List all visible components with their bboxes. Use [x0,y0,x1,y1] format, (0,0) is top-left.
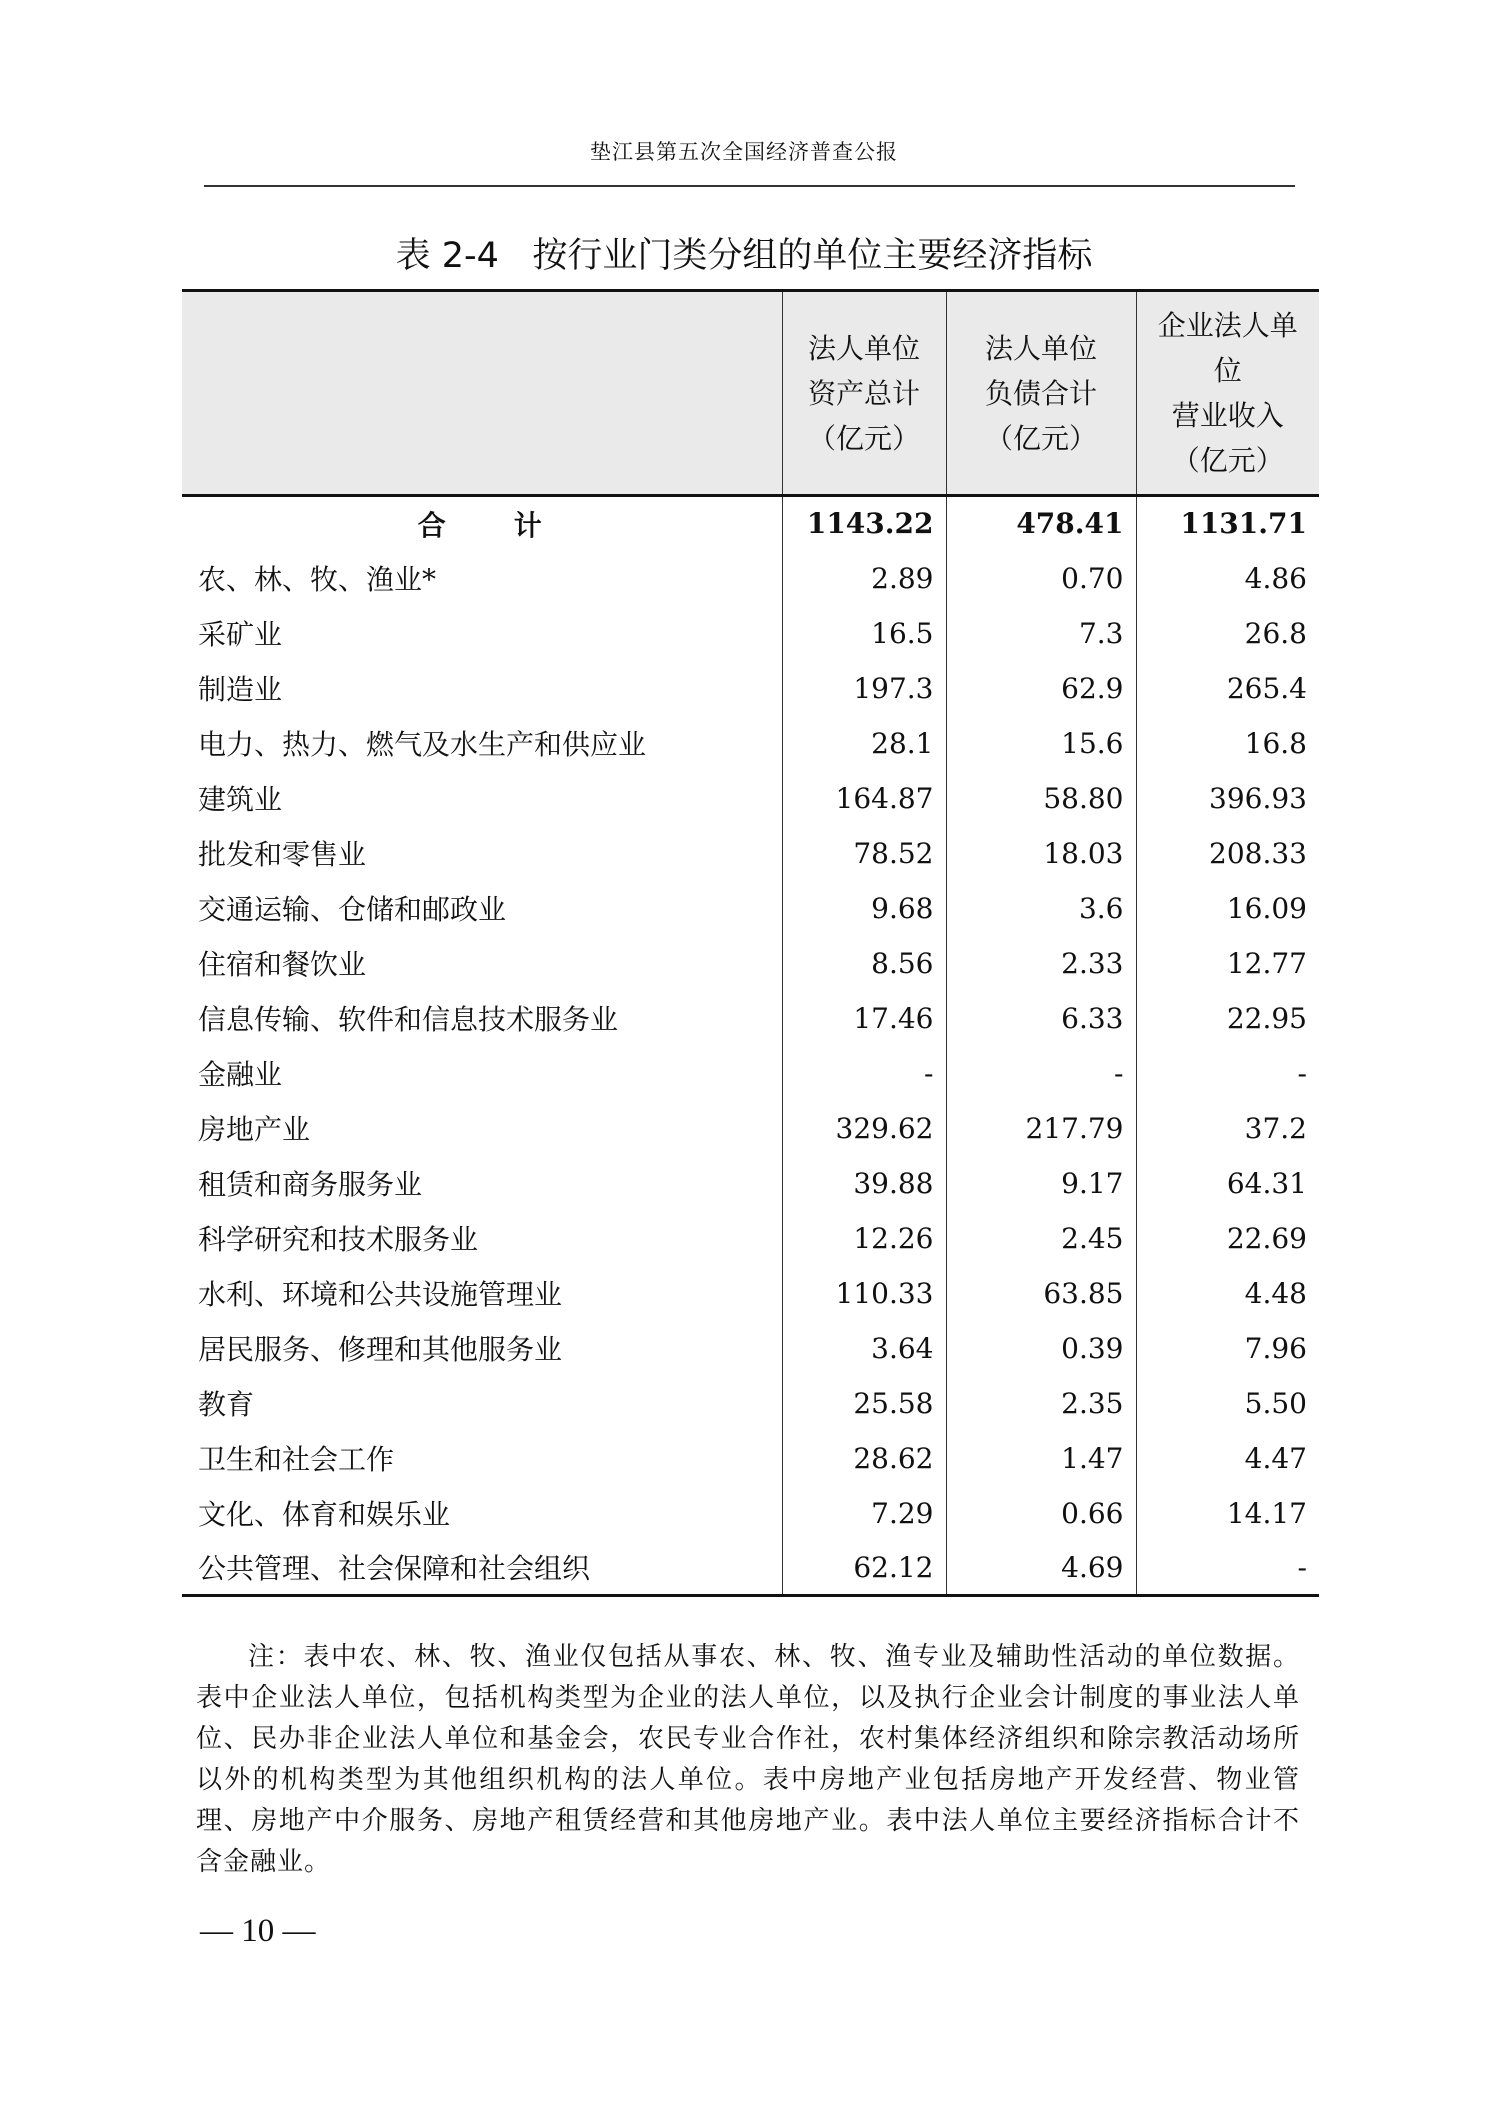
liabilities-cell: 15.6 [946,716,1136,771]
assets-cell: 3.64 [782,1321,946,1376]
revenue-cell: 5.50 [1136,1376,1319,1431]
header-revenue-line: 位 [1213,354,1242,387]
table-row [182,936,1319,991]
revenue-cell: 7.96 [1136,1321,1319,1376]
table-row [182,1541,1319,1596]
header-cell-industry [182,291,782,496]
table-row [182,1266,1319,1321]
table-row [182,1156,1319,1211]
table-row [182,1321,1319,1376]
table-title: 表 2-4 按行业门类分组的单位主要经济指标 [395,236,1093,276]
assets-cell: 25.58 [782,1376,946,1431]
liabilities-cell: 9.17 [946,1156,1136,1211]
assets-cell: 164.87 [782,771,946,826]
table-row [182,716,1319,771]
header-cell-assets [782,291,946,496]
header-row [182,291,1319,496]
table-row [182,661,1319,716]
liabilities-cell: 6.33 [946,991,1136,1046]
liabilities-cell: 63.85 [946,1266,1136,1321]
table-row-total [182,496,1319,551]
table-row [182,826,1319,881]
revenue-cell: 4.48 [1136,1266,1319,1321]
assets-cell: 78.52 [782,826,946,881]
table-row [182,771,1319,826]
row-label-cell: 教育 [198,1388,255,1421]
assets-cell: 39.88 [782,1156,946,1211]
liabilities-cell: 1.47 [946,1431,1136,1486]
liabilities-cell: 0.66 [946,1486,1136,1541]
header-revenue-line: 企业法人单 [1157,309,1298,342]
header-revenue-line: 营业收入 [1171,399,1284,432]
row-label-cell: 采矿业 [198,618,283,651]
revenue-cell: 16.09 [1136,881,1319,936]
assets-cell: 12.26 [782,1211,946,1266]
liabilities-cell: 62.9 [946,661,1136,716]
row-label-cell: 建筑业 [198,783,283,816]
row-label-cell: 卫生和社会工作 [198,1443,395,1476]
row-label-cell: 合 计 [417,508,562,542]
revenue-cell: 37.2 [1136,1101,1319,1156]
assets-cell: 8.56 [782,936,946,991]
assets-cell: 7.29 [782,1486,946,1541]
row-label-cell: 制造业 [198,673,283,706]
assets-cell: 16.5 [782,606,946,661]
assets-cell: 9.68 [782,881,946,936]
revenue-cell: 64.31 [1136,1156,1319,1211]
liabilities-cell: 18.03 [946,826,1136,881]
liabilities-cell: - [946,1046,1136,1101]
revenue-cell: 12.77 [1136,936,1319,991]
assets-cell: 329.62 [782,1101,946,1156]
liabilities-cell: 0.70 [946,551,1136,606]
row-label-cell: 批发和零售业 [198,838,367,871]
assets-cell: 110.33 [782,1266,946,1321]
revenue-cell: 22.95 [1136,991,1319,1046]
assets-cell: - [782,1046,946,1101]
header-cell-revenue [1136,291,1319,496]
row-label-cell: 居民服务、修理和其他服务业 [198,1333,563,1366]
header-liabilities-line: 法人单位 [984,331,1097,365]
assets-cell: 17.46 [782,991,946,1046]
assets-cell: 28.1 [782,716,946,771]
row-label-cell: 文化、体育和娱乐业 [198,1498,451,1531]
header-cell-liabilities [946,291,1136,496]
table-row [182,1101,1319,1156]
header-assets-line: 法人单位 [807,331,920,365]
revenue-cell: 396.93 [1136,771,1319,826]
page-number: — 10 — [200,1913,316,1949]
table-header [182,291,1319,496]
table-row [182,1486,1319,1541]
running-head: 垫江县第五次全国经济普查公报 [590,140,898,164]
header-assets-line: （亿元） [807,421,920,455]
row-label-cell: 公共管理、社会保障和社会组织 [182,1541,782,1596]
header-rule [204,185,1295,187]
table-note: 注：表中农、林、牧、渔业仅包括从事农、林、牧、渔专业及辅助性活动的单位数据。表中企业法人单位，包括机构类型为企业的法人单位，以及执行企业会计制度的事业法人单位、民办非企业法人单位和基金会，农民专业合作社，农村集体经济组织和除宗教活动场所以外的机构类型为其他组织机构的法人单位。表中房地产业包括房地产开发经营、物业管理、房地产中介服务、房地产租赁经营和其他房地产业。表中法人单位主要经济指标合计不含金融业。 [196,1642,1300,1877]
row-label-cell: 电力、热力、燃气及水生产和供应业 [198,728,647,761]
liabilities-cell: 4.69 [946,1541,1136,1596]
row-label-cell: 水利、环境和公共设施管理业 [198,1278,563,1311]
liabilities-cell: 478.41 [946,496,1136,551]
liabilities-cell: 0.39 [946,1321,1136,1376]
liabilities-cell: 217.79 [946,1101,1136,1156]
row-label-cell: 住宿和餐饮业 [198,948,367,981]
row-label-cell: 信息传输、软件和信息技术服务业 [198,1003,619,1036]
revenue-cell: 14.17 [1136,1486,1319,1541]
economic-indicators-table [182,289,1319,1597]
liabilities-cell: 2.33 [946,936,1136,991]
table-row [182,606,1319,661]
table-row [182,1211,1319,1266]
revenue-cell: 1131.71 [1136,496,1319,551]
header-liabilities-line: 负债合计 [984,376,1097,410]
row-label-cell: 农、林、牧、渔业* [198,563,437,596]
liabilities-cell: 7.3 [946,606,1136,661]
row-label-cell: 房地产业 [198,1113,311,1146]
revenue-cell: 265.4 [1136,661,1319,716]
row-label-cell: 金融业 [198,1058,283,1091]
header-assets-line: 资产总计 [807,376,920,410]
header-liabilities-line: （亿元） [984,421,1097,455]
revenue-cell: 208.33 [1136,826,1319,881]
assets-cell: 2.89 [782,551,946,606]
table-row [182,1431,1319,1486]
table-row [182,881,1319,936]
assets-cell: 62.12 [782,1541,946,1596]
liabilities-cell: 2.45 [946,1211,1136,1266]
assets-cell: 1143.22 [782,496,946,551]
table-body [182,496,1319,1596]
header-revenue-line: （亿元） [1171,444,1284,477]
liabilities-cell: 2.35 [946,1376,1136,1431]
revenue-cell: - [1136,1541,1319,1596]
assets-cell: 28.62 [782,1431,946,1486]
table-row [182,1046,1319,1101]
revenue-cell: 26.8 [1136,606,1319,661]
row-label-cell: 交通运输、仓储和邮政业 [198,893,507,926]
revenue-cell: 4.86 [1136,551,1319,606]
revenue-cell: 16.8 [1136,716,1319,771]
row-label-cell: 科学研究和技术服务业 [198,1223,479,1256]
liabilities-cell: 58.80 [946,771,1136,826]
table-row [182,1376,1319,1431]
revenue-cell: 22.69 [1136,1211,1319,1266]
table-row [182,551,1319,606]
revenue-cell: - [1136,1046,1319,1101]
row-label-cell: 租赁和商务服务业 [198,1168,423,1201]
revenue-cell: 4.47 [1136,1431,1319,1486]
assets-cell: 197.3 [782,661,946,716]
table-row [182,991,1319,1046]
liabilities-cell: 3.6 [946,881,1136,936]
